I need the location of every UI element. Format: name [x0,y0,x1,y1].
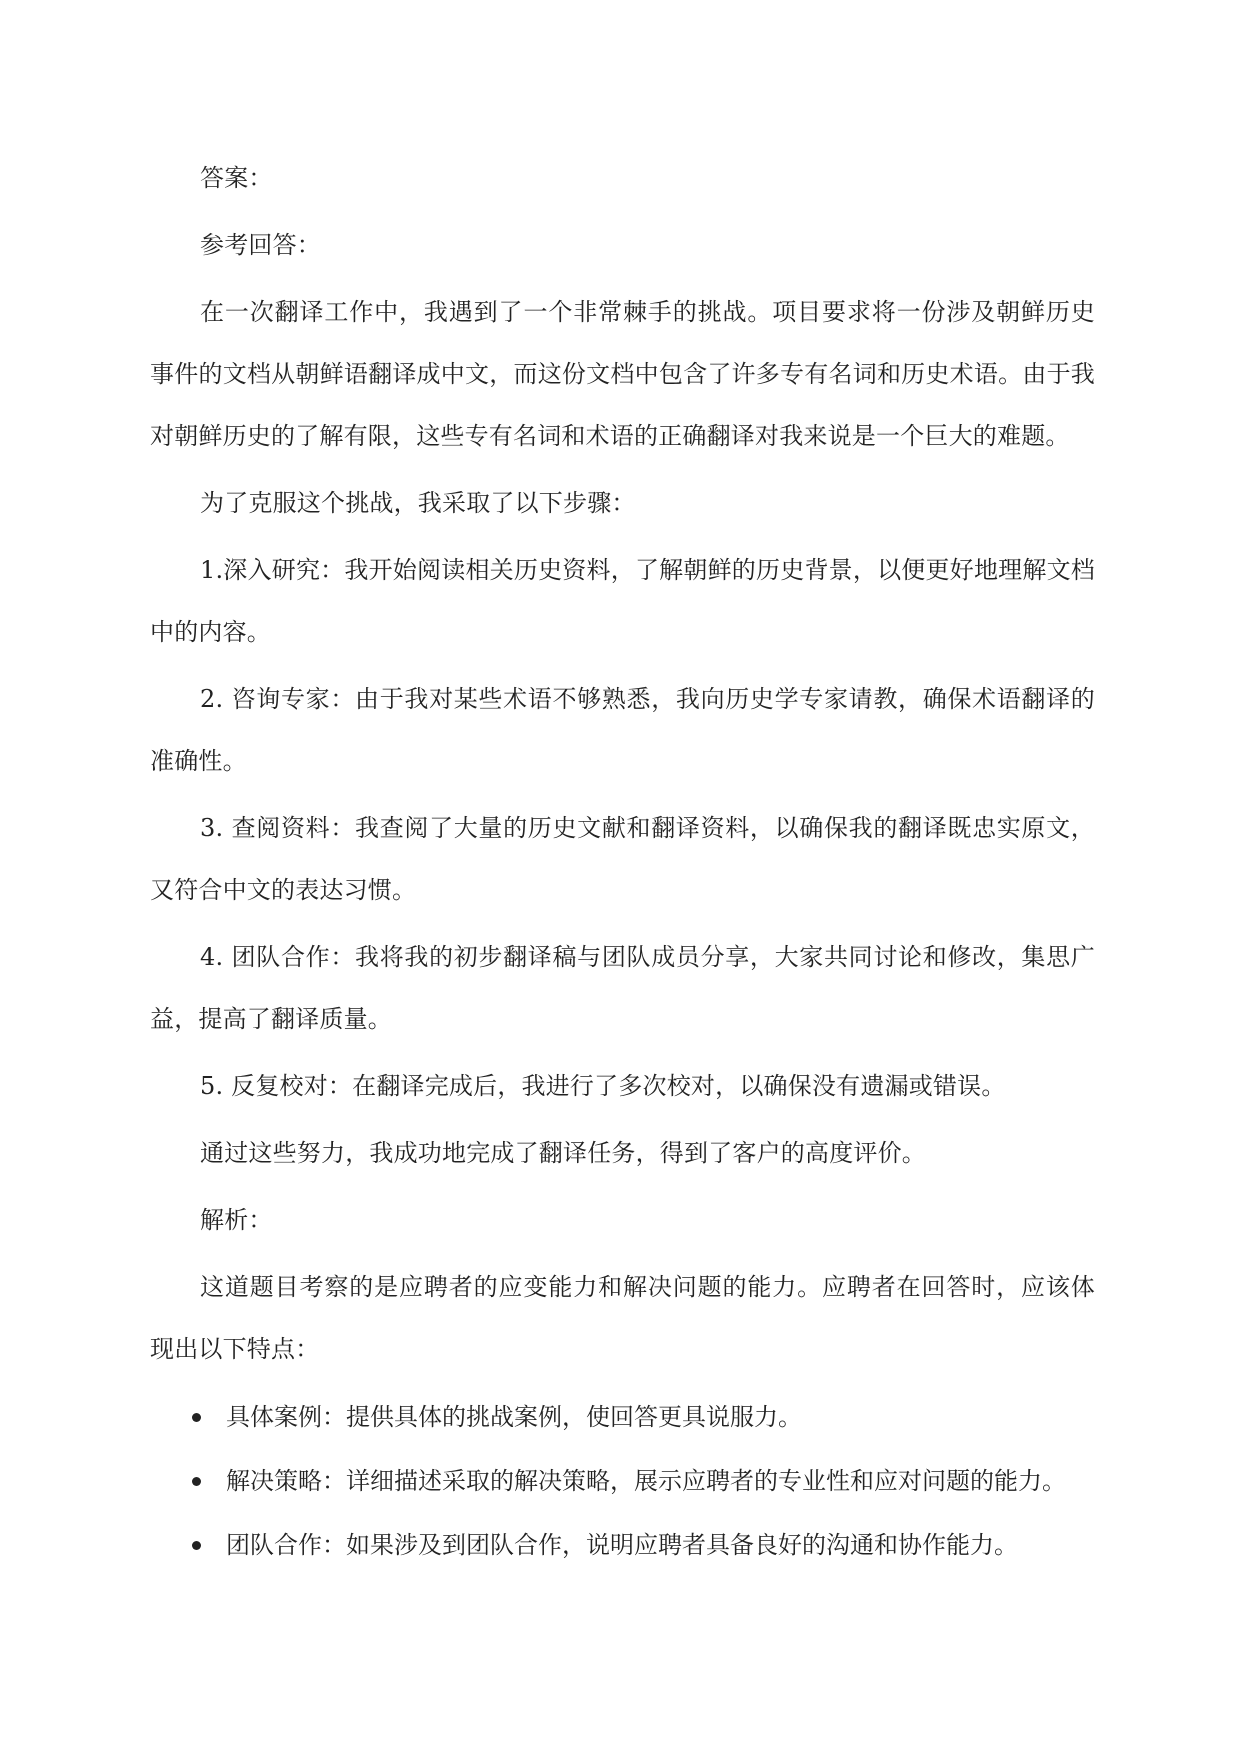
list-item-text: 解决策略：详细描述采取的解决策略，展示应聘者的专业性和应对问题的能力。 [226,1467,1066,1495]
step-1-paragraph: 1.深入研究：我开始阅读相关历史资料，了解朝鲜的历史背景，以便更好地理解文档中的内容。 [150,556,1095,646]
step-4-paragraph: 4. 团队合作：我将我的初步翻译稿与团队成员分享，大家共同讨论和修改，集思广益，提高了翻译质量。 [150,943,1095,1033]
reference-answer-heading: 参考回答： [200,231,321,259]
challenge-description-paragraph: 在一次翻译工作中，我遇到了一个非常棘手的挑战。项目要求将一份涉及朝鲜历史事件的文档从朝鲜语翻译成中文，而这份文档中包含了许多专有名词和历史术语。由于我对朝鲜历史的了解有限，这些专有名词和术语的正确翻译对我来说是一个巨大的难题。 [150,298,1095,450]
list-item [150,1449,1095,1513]
steps-intro-paragraph: 为了克服这个挑战，我采取了以下步骤： [200,489,636,517]
bullet-icon [192,1477,201,1486]
key-points-list [150,1385,1095,1577]
bullet-icon [192,1541,201,1550]
list-item-text: 团队合作：如果涉及到团队合作，说明应聘者具备良好的沟通和协作能力。 [226,1531,1018,1559]
list-item [150,1385,1095,1449]
analysis-paragraph: 这道题目考察的是应聘者的应变能力和解决问题的能力。应聘者在回答时，应该体现出以下特点： [150,1273,1095,1363]
conclusion-paragraph: 通过这些努力，我成功地完成了翻译任务，得到了客户的高度评价。 [200,1139,926,1167]
analysis-heading: 解析： [200,1206,273,1234]
bullet-icon [192,1413,201,1422]
list-item-text: 具体案例：提供具体的挑战案例，使回答更具说服力。 [226,1403,802,1431]
document-body [150,147,1095,1577]
step-2-paragraph: 2. 咨询专家：由于我对某些术语不够熟悉，我向历史学专家请教，确保术语翻译的准确性。 [150,685,1095,775]
step-5-paragraph: 5. 反复校对：在翻译完成后，我进行了多次校对，以确保没有遗漏或错误。 [200,1072,1006,1100]
answer-heading: 答案： [200,164,273,192]
list-item [150,1513,1095,1577]
step-3-paragraph: 3. 查阅资料：我查阅了大量的历史文献和翻译资料，以确保我的翻译既忠实原文，又符合中文的表达习惯。 [150,814,1095,904]
